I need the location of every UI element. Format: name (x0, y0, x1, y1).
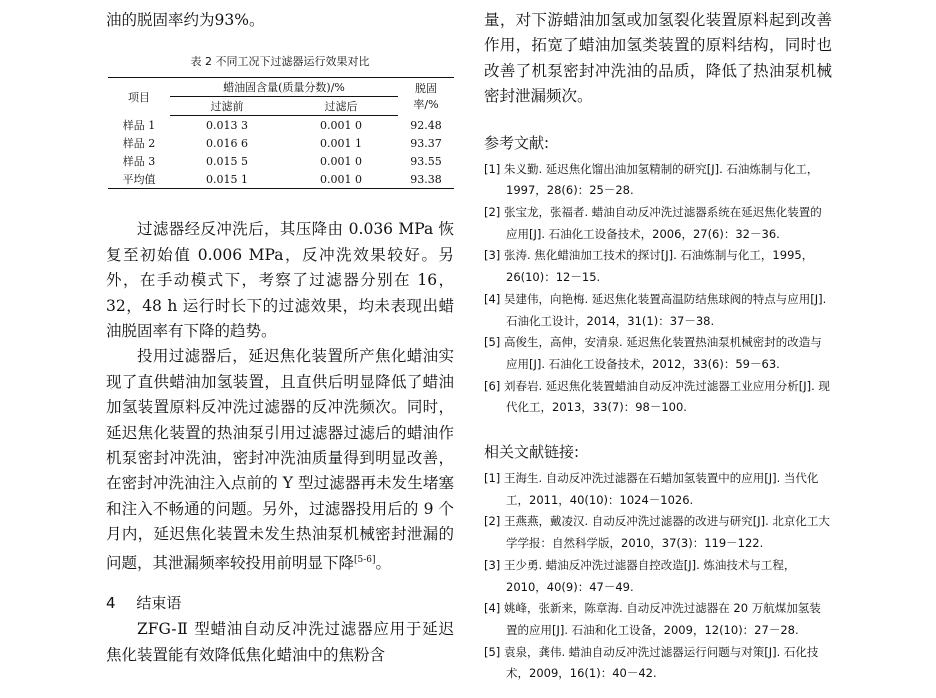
table-row (108, 170, 454, 189)
related-item: [2] 王燕燕，戴凌汉. 自动反冲洗过滤器的改进与研究[J]. 北京化工大学学报：自然科学版，2010，37(3)：119－122. (484, 514, 830, 551)
section-heading (106, 592, 454, 613)
col-header-group: 蜡油固含量(质量分数)/% (170, 78, 398, 97)
filter-results-table (108, 77, 454, 189)
value-rate: 92.48 (410, 118, 442, 132)
references-list (484, 159, 832, 419)
value-rate: 93.38 (398, 170, 454, 189)
value-before: 0.016 6 (206, 136, 248, 150)
reference-item: [5] 高俊生，高伸，安清泉. 延迟焦化装置热油泵机械密封的改造与应用[J]. 石油化工设备技术，2012，33(6)：59－63. (484, 335, 822, 371)
value-after: 0.001 0 (320, 118, 362, 132)
value-before: 0.015 5 (206, 154, 248, 168)
section-number: 4 (106, 594, 116, 613)
paragraph-conclusion-cont: 量，对下游蜡油加氢或加氢裂化装置原料起到改善作用，拓宽了蜡油加氢类装置的原料结构，同时也改善了机泵密封冲洗油的品质，降低了热油泵机械密封泄漏频次。 (484, 11, 832, 106)
row-label: 样品 3 (122, 155, 156, 169)
right-column (484, 8, 832, 685)
value-before: 0.015 1 (170, 170, 284, 189)
reference-item: [6] 刘春岩. 延迟焦化装置蜡油自动反冲洗过滤器工业应用分析[J]. 现代化工，2013，33(7)：98－100. (484, 378, 830, 415)
related-item: [4] 姚峰，张新来，陈章海. 自动反冲洗过滤器在 20 万航煤加氢装置的应用[J]. 石油和化工设备，2009，12(10)：27－28. (484, 601, 821, 637)
value-after: 0.001 1 (320, 136, 362, 150)
related-item: [5] 袁泉，龚伟. 蜡油自动反冲洗过滤器运行问题与对策[J]. 石化技术，2009，16(1)：40－42. (484, 644, 819, 681)
table-row (108, 134, 454, 152)
references-heading: 参考文献: (484, 133, 550, 152)
value-rate: 93.55 (410, 154, 442, 168)
value-after: 0.001 0 (284, 170, 398, 189)
value-after: 0.001 0 (320, 154, 362, 168)
col-header-item: 项目 (108, 78, 170, 116)
paragraph-filter-effect (106, 344, 454, 576)
table-caption: 表 2 不同工况下过滤器运行效果对比 (190, 55, 370, 69)
col-header-before: 过滤前 (170, 97, 284, 116)
reference-item: [3] 张涛. 焦化蜡油加工技术的探讨[J]. 石油炼制与化工，1995，26(10)：12－15. (484, 248, 814, 285)
paragraph-conclusion: ZFG-Ⅱ 型蜡油自动反冲洗过滤器应用于延迟焦化装置能有效降低焦化蜡油中的焦粉含 (106, 620, 454, 664)
related-links-list (484, 468, 832, 685)
col-header-after: 过滤后 (284, 97, 398, 116)
related-item: [3] 王少勇. 蜡油反冲洗过滤器自控改造[J]. 炼油技术与工程，2010，40(9)：47－49. (484, 557, 796, 594)
reference-item: [4] 吴建伟，向艳梅. 延迟焦化装置高温防结焦球阀的特点与应用[J]. 石油化工设计，2014，31(1)：37－38. (484, 291, 827, 328)
value-before: 0.013 3 (206, 118, 248, 132)
intro-line: 油的脱固率约为93%。 (106, 11, 265, 29)
table-row (108, 152, 454, 170)
reference-item: [2] 张宝龙，张福者. 蜡油自动反冲洗过滤器系统在延迟焦化装置的应用[J]. 石油化工设备技术，2006，27(6)：32－36. (484, 205, 822, 241)
related-item: [1] 王海生. 自动反冲洗过滤器在石蜡加氢装置中的应用[J]. 当代化工，2011，40(10)：1024－1026. (484, 471, 819, 507)
citation-5-6: [5-6] (354, 554, 376, 565)
row-label: 平均值 (108, 170, 170, 189)
reference-item: [1] 朱义勤. 延迟焦化馏出油加氢精制的研究[J]. 石油炼制与化工，1997，28(6)：25－28. (484, 161, 819, 198)
paragraph-end-mark: 。 (375, 553, 392, 572)
paragraph-filter-effect-text: 投用过滤器后，延迟焦化装置所产焦化蜡油实现了直供蜡油加氢装置，且直供后明显降低了蜡油加氢装置原料反冲洗过滤器的反冲洗频次。同时，延迟焦化装置的热油泵引用过滤器过滤后的蜡油作机泵密封冲洗油，密封冲洗油质量得到明显改善，在密封冲洗油注入点前的 Y 型过滤器再未发生堵塞和注入不畅通的问题。另外，过滤器投用后的 9 个月内，延迟焦化装置未发生热油泵机械密封泄漏的问题，其泄漏频率较投用前明显下降 (106, 347, 454, 572)
row-label: 样品 2 (122, 137, 156, 151)
row-label: 样品 1 (122, 119, 156, 133)
table-row (108, 116, 454, 135)
paragraph-pressure-drop: 过滤器经反冲洗后，其压降由 0.036 MPa 恢复至初始值 0.006 MPa，反冲洗效果较好。另外，在手动模式下，考察了过滤器分别在 16，32，48 h 运行时长下的过滤效果，均未表现出蜡油脱固率有下降的趋势。 (106, 220, 454, 341)
left-column (106, 8, 454, 668)
col-header-rate: 脱固 率/% (398, 78, 454, 116)
section-title: 结束语 (136, 594, 182, 613)
related-links-heading: 相关文献链接: (484, 443, 580, 462)
value-rate: 93.37 (410, 136, 442, 150)
